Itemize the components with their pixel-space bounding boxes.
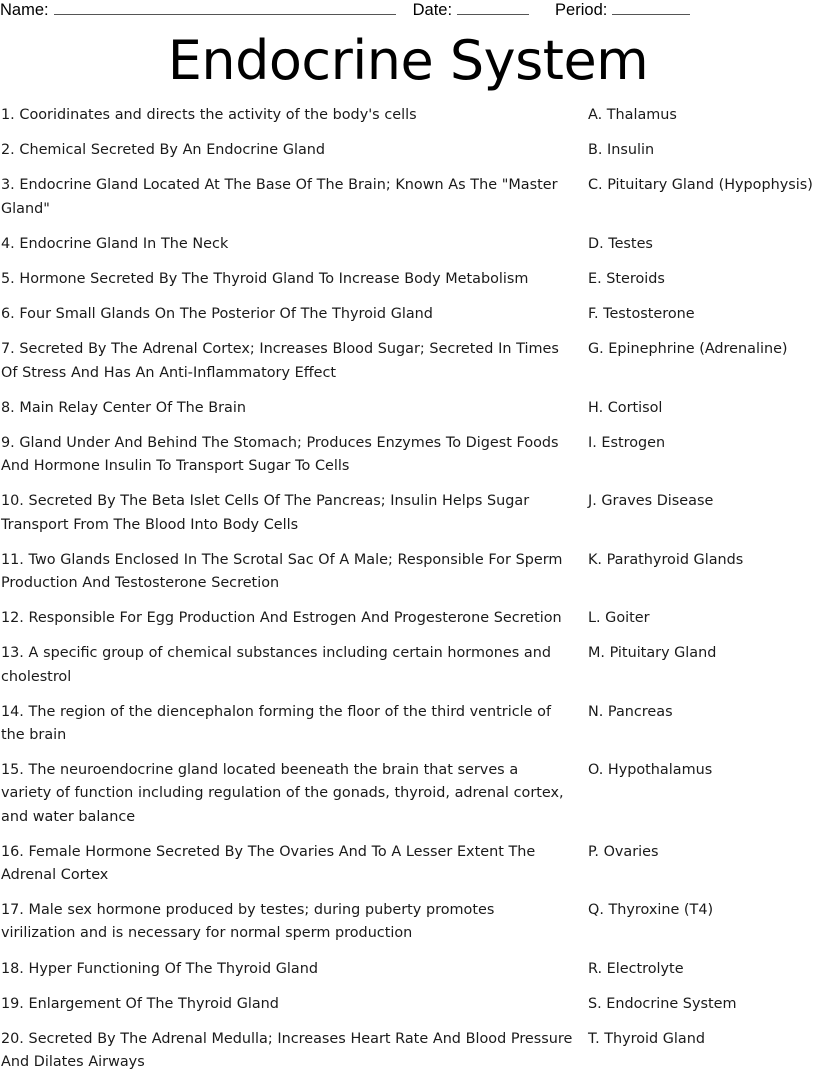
table-row bbox=[0, 268, 816, 291]
question-item[interactable]: 6. Four Small Glands On The Posterior Of The Thyroid Gland bbox=[1, 306, 433, 323]
name-write-in-line[interactable] bbox=[54, 0, 396, 15]
question-item[interactable]: 5. Hormone Secreted By The Thyroid Gland To Increase Body Metabolism bbox=[1, 271, 529, 288]
worksheet-header bbox=[0, 0, 816, 28]
answer-item[interactable]: Q. Thyroxine (T4) bbox=[588, 902, 714, 919]
question-item[interactable]: 8. Main Relay Center Of The Brain bbox=[1, 399, 246, 416]
question-item[interactable]: 19. Enlargement Of The Thyroid Gland bbox=[1, 995, 279, 1012]
answer-item[interactable]: N. Pancreas bbox=[588, 703, 673, 720]
answer-item[interactable]: L. Goiter bbox=[588, 610, 650, 627]
table-row bbox=[0, 432, 816, 478]
answer-item[interactable]: F. Testosterone bbox=[588, 306, 695, 323]
table-row bbox=[0, 701, 816, 747]
question-item[interactable]: 7. Secreted By The Adrenal Cortex; Increases Blood Sugar; Secreted In Times Of Stress And Has An Anti-Inflammatory Effect bbox=[1, 341, 559, 381]
answer-item[interactable]: G. Epinephrine (Adrenaline) bbox=[588, 341, 788, 358]
date-label: Date: bbox=[412, 1, 453, 19]
answer-item[interactable]: P. Ovaries bbox=[588, 843, 659, 860]
name-label: Name: bbox=[0, 1, 49, 19]
answer-item[interactable]: D. Testes bbox=[588, 235, 653, 252]
answer-item[interactable]: B. Insulin bbox=[588, 142, 655, 159]
question-item[interactable]: 15. The neuroendocrine gland located beeneath the brain that serves a variety of function including regulation of the gonads, thyroid, adrenal cortex, and water balance bbox=[1, 762, 564, 825]
table-row bbox=[0, 841, 816, 887]
period-write-in-line[interactable] bbox=[612, 0, 690, 15]
question-item[interactable]: 11. Two Glands Enclosed In The Scrotal Sac Of A Male; Responsible For Sperm Production And Testosterone Secretion bbox=[1, 551, 563, 592]
answer-item[interactable]: H. Cortisol bbox=[588, 399, 663, 416]
question-item[interactable]: 18. Hyper Functioning Of The Thyroid Gland bbox=[1, 960, 318, 977]
table-row bbox=[0, 303, 816, 326]
table-row bbox=[0, 233, 816, 256]
question-item[interactable]: 1. Cooridinates and directs the activity of the body's cells bbox=[1, 107, 417, 123]
question-item[interactable]: 13. A specific group of chemical substances including certain hormones and cholestrol bbox=[1, 645, 551, 685]
question-item[interactable]: 4. Endocrine Gland In The Neck bbox=[1, 235, 229, 252]
date-write-in-line[interactable] bbox=[457, 0, 529, 15]
table-row bbox=[0, 993, 816, 1016]
table-row bbox=[0, 174, 816, 220]
table-row bbox=[0, 899, 816, 945]
answer-item[interactable]: K. Parathyroid Glands bbox=[588, 551, 744, 568]
answer-item[interactable]: J. Graves Disease bbox=[588, 493, 714, 510]
page-title: Endocrine System bbox=[167, 29, 649, 92]
table-row bbox=[0, 139, 816, 162]
table-row bbox=[0, 338, 816, 384]
date-field-group bbox=[413, 0, 529, 20]
table-row bbox=[0, 1028, 816, 1074]
period-field-group bbox=[555, 0, 690, 20]
table-row bbox=[0, 642, 816, 688]
table-row bbox=[0, 397, 816, 420]
table-row bbox=[0, 958, 816, 981]
question-item[interactable]: 16. Female Hormone Secreted By The Ovaries And To A Lesser Extent The Adrenal Cortex bbox=[1, 843, 536, 884]
answer-item[interactable]: R. Electrolyte bbox=[588, 960, 684, 977]
answer-item[interactable]: S. Endocrine System bbox=[588, 995, 737, 1012]
answer-item[interactable]: A. Thalamus bbox=[588, 107, 677, 123]
question-item[interactable]: 17. Male sex hormone produced by testes; during puberty promotes virilization and is necessary for normal sperm production bbox=[1, 902, 495, 942]
table-row bbox=[0, 490, 816, 536]
name-field-group bbox=[0, 0, 396, 20]
question-item[interactable]: 14. The region of the diencephalon forming the floor of the third ventricle of the brain bbox=[1, 703, 552, 744]
table-row bbox=[0, 607, 816, 630]
table-row bbox=[0, 104, 816, 127]
question-item[interactable]: 3. Endocrine Gland Located At The Base Of The Brain; Known As The "Master Gland" bbox=[1, 177, 558, 217]
answer-item[interactable]: E. Steroids bbox=[588, 271, 665, 288]
question-item[interactable]: 9. Gland Under And Behind The Stomach; Produces Enzymes To Digest Foods And Hormone Insulin To Transport Sugar To Cells bbox=[1, 435, 559, 475]
answer-item[interactable]: T. Thyroid Gland bbox=[588, 1031, 705, 1048]
table-row bbox=[0, 549, 816, 595]
question-item[interactable]: 12. Responsible For Egg Production And Estrogen And Progesterone Secretion bbox=[1, 610, 562, 627]
question-item[interactable]: 10. Secreted By The Beta Islet Cells Of The Pancreas; Insulin Helps Sugar Transport From The Blood Into Body Cells bbox=[1, 493, 530, 533]
answer-item[interactable]: I. Estrogen bbox=[588, 435, 666, 452]
question-item[interactable]: 2. Chemical Secreted By An Endocrine Gland bbox=[1, 142, 326, 159]
period-label: Period: bbox=[555, 1, 608, 19]
question-item[interactable]: 20. Secreted By The Adrenal Medulla; Increases Heart Rate And Blood Pressure And Dilates Airways bbox=[1, 1031, 573, 1071]
answer-item[interactable]: C. Pituitary Gland (Hypophysis) bbox=[588, 177, 813, 194]
matching-exercise bbox=[0, 104, 816, 1087]
answer-item[interactable]: M. Pituitary Gland bbox=[588, 645, 717, 662]
answer-item[interactable]: O. Hypothalamus bbox=[588, 762, 713, 779]
table-row bbox=[0, 759, 816, 829]
